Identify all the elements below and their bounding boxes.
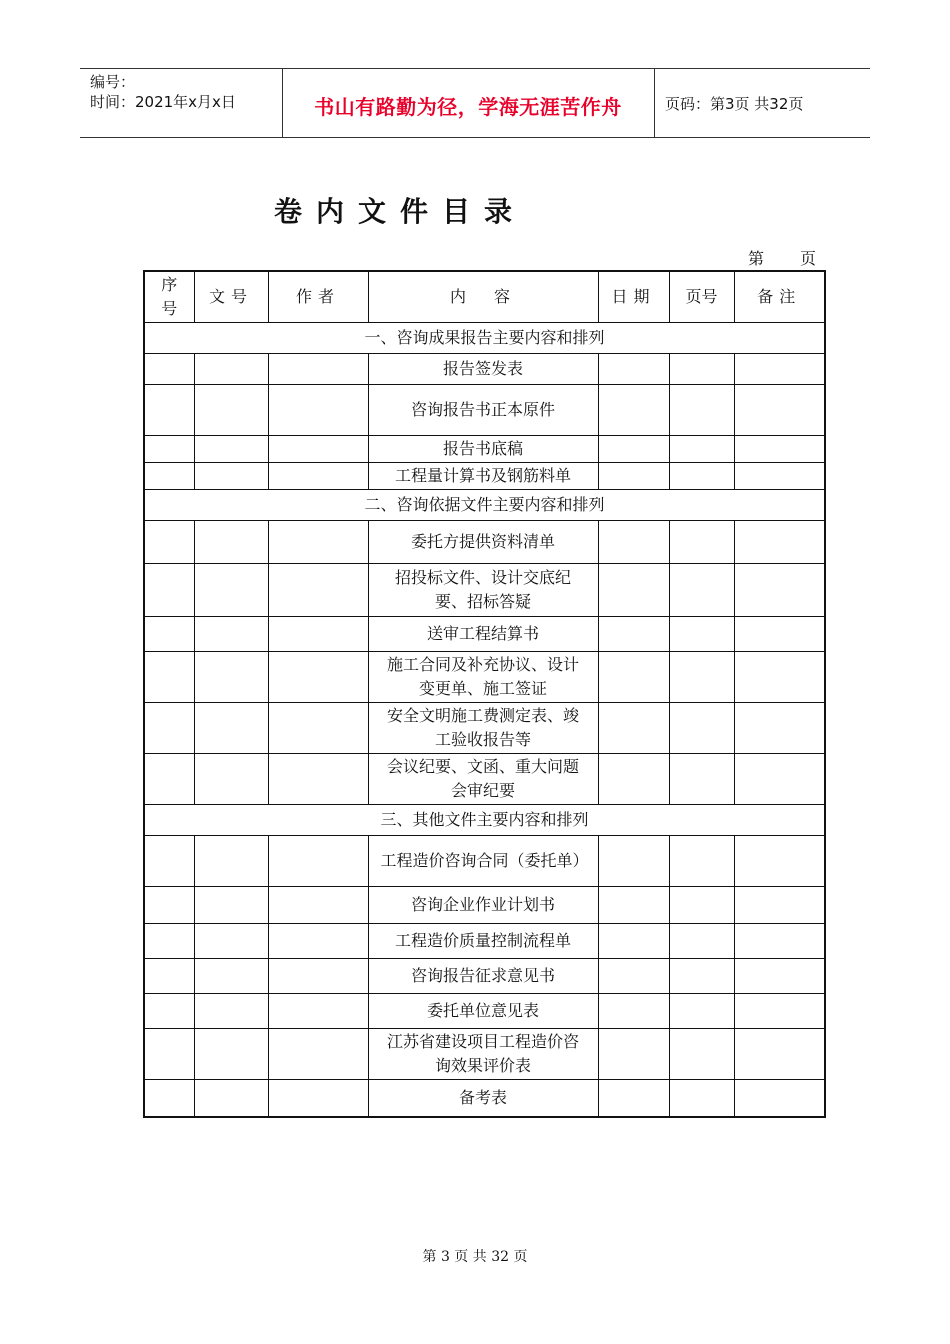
cell-date (598, 652, 669, 703)
cell-author (268, 703, 368, 754)
table-row (144, 521, 825, 564)
cell-seq (144, 703, 194, 754)
table-row (144, 836, 825, 887)
cell-seq (144, 1080, 194, 1118)
cell-page-no (669, 436, 734, 463)
cell-seq (144, 1029, 194, 1080)
table-header-row (144, 271, 825, 323)
cell-page-no (669, 385, 734, 436)
cell-content: 工程造价质量控制流程单 (368, 924, 598, 959)
cell-remark (734, 887, 825, 924)
header-meta-cell (80, 69, 283, 137)
cell-date (598, 617, 669, 652)
section-row (144, 490, 825, 521)
table-row (144, 436, 825, 463)
cell-author (268, 463, 368, 490)
page-label-left: 第 (747, 249, 764, 268)
cell-author (268, 521, 368, 564)
cell-date (598, 436, 669, 463)
cell-seq (144, 463, 194, 490)
table-row (144, 463, 825, 490)
cell-author (268, 436, 368, 463)
cell-doc-no (194, 994, 268, 1029)
catalog-table (143, 270, 826, 1118)
cell-remark (734, 617, 825, 652)
table-row (144, 959, 825, 994)
cell-doc-no (194, 385, 268, 436)
motto: 书山有路勤为径，学海无涯苦作舟 (314, 95, 622, 119)
cell-doc-no (194, 564, 268, 617)
section-title: 二、咨询依据文件主要内容和排列 (144, 490, 825, 521)
col-header-date: 日期 (598, 271, 669, 323)
cell-content: 报告书底稿 (368, 436, 598, 463)
col-header-author: 作者 (268, 271, 368, 323)
cell-date (598, 564, 669, 617)
cell-author (268, 354, 368, 385)
cell-remark (734, 1080, 825, 1118)
cell-page-no (669, 564, 734, 617)
cell-doc-no (194, 617, 268, 652)
cell-page-no (669, 754, 734, 805)
table-row (144, 994, 825, 1029)
cell-doc-no (194, 836, 268, 887)
cell-content: 会议纪要、文函、重大问题会审纪要 (368, 754, 598, 805)
cell-seq (144, 354, 194, 385)
cell-remark (734, 652, 825, 703)
cell-remark (734, 564, 825, 617)
col-header-content: 内 容 (368, 271, 598, 323)
cell-seq (144, 959, 194, 994)
cell-doc-no (194, 1080, 268, 1118)
cell-page-no (669, 521, 734, 564)
page-footer: 第 3 页 共 32 页 (422, 1249, 528, 1265)
cell-date (598, 463, 669, 490)
cell-page-no (669, 924, 734, 959)
cell-content: 咨询报告征求意见书 (368, 959, 598, 994)
col-header-remark: 备注 (734, 271, 825, 323)
cell-author (268, 385, 368, 436)
cell-remark (734, 924, 825, 959)
cell-seq (144, 924, 194, 959)
cell-doc-no (194, 754, 268, 805)
table-row (144, 1080, 825, 1118)
cell-date (598, 836, 669, 887)
cell-content: 委托单位意见表 (368, 994, 598, 1029)
cell-content: 江苏省建设项目工程造价咨询效果评价表 (368, 1029, 598, 1080)
page-label (748, 246, 816, 269)
cell-page-no (669, 887, 734, 924)
page-info: 页码：第3页 共32页 (665, 95, 804, 113)
cell-doc-no (194, 354, 268, 385)
cell-page-no (669, 836, 734, 887)
cell-content: 咨询企业作业计划书 (368, 887, 598, 924)
table-row (144, 703, 825, 754)
cell-page-no (669, 652, 734, 703)
cell-page-no (669, 703, 734, 754)
cell-page-no (669, 463, 734, 490)
cell-remark (734, 703, 825, 754)
cell-doc-no (194, 1029, 268, 1080)
section-row (144, 805, 825, 836)
cell-remark (734, 436, 825, 463)
cell-doc-no (194, 924, 268, 959)
cell-page-no (669, 1029, 734, 1080)
cell-seq (144, 436, 194, 463)
cell-content: 工程量计算书及钢筋料单 (368, 463, 598, 490)
cell-date (598, 887, 669, 924)
section-title: 三、其他文件主要内容和排列 (144, 805, 825, 836)
cell-remark (734, 994, 825, 1029)
cell-page-no (669, 617, 734, 652)
cell-seq (144, 564, 194, 617)
cell-page-no (669, 1080, 734, 1118)
cell-remark (734, 463, 825, 490)
table-row (144, 354, 825, 385)
cell-author (268, 564, 368, 617)
table-row (144, 564, 825, 617)
cell-content: 工程造价咨询合同（委托单） (368, 836, 598, 887)
cell-doc-no (194, 959, 268, 994)
cell-seq (144, 652, 194, 703)
cell-content: 委托方提供资料清单 (368, 521, 598, 564)
cell-content: 招投标文件、设计交底纪要、招标答疑 (368, 564, 598, 617)
code-label: 编号： (90, 73, 136, 91)
cell-remark (734, 1029, 825, 1080)
cell-date (598, 1029, 669, 1080)
cell-seq (144, 836, 194, 887)
cell-author (268, 836, 368, 887)
cell-remark (734, 754, 825, 805)
cell-seq (144, 617, 194, 652)
cell-date (598, 385, 669, 436)
cell-author (268, 959, 368, 994)
cell-date (598, 1080, 669, 1118)
cell-seq (144, 521, 194, 564)
cell-date (598, 521, 669, 564)
cell-doc-no (194, 652, 268, 703)
header-page-cell (655, 69, 870, 137)
cell-date (598, 354, 669, 385)
section-row (144, 323, 825, 354)
col-header-seq: 序号 (144, 271, 194, 323)
cell-seq (144, 994, 194, 1029)
cell-author (268, 1029, 368, 1080)
cell-content: 安全文明施工费测定表、竣工验收报告等 (368, 703, 598, 754)
cell-date (598, 959, 669, 994)
cell-author (268, 652, 368, 703)
cell-date (598, 924, 669, 959)
cell-content: 送审工程结算书 (368, 617, 598, 652)
col-header-page-no: 页号 (669, 271, 734, 323)
page-header (80, 68, 870, 138)
cell-remark (734, 354, 825, 385)
col-header-doc-no: 文号 (194, 271, 268, 323)
cell-date (598, 703, 669, 754)
cell-author (268, 924, 368, 959)
cell-doc-no (194, 887, 268, 924)
table-row (144, 924, 825, 959)
catalog-body (144, 323, 825, 1118)
table-row (144, 385, 825, 436)
cell-author (268, 887, 368, 924)
cell-remark (734, 521, 825, 564)
cell-content: 报告签发表 (368, 354, 598, 385)
cell-page-no (669, 354, 734, 385)
cell-page-no (669, 959, 734, 994)
cell-date (598, 754, 669, 805)
cell-content: 咨询报告书正本原件 (368, 385, 598, 436)
cell-doc-no (194, 703, 268, 754)
cell-content: 备考表 (368, 1080, 598, 1118)
table-row (144, 887, 825, 924)
table-row (144, 617, 825, 652)
cell-seq (144, 754, 194, 805)
cell-remark (734, 836, 825, 887)
time-label: 时间：2021年x月x日 (90, 93, 236, 111)
cell-remark (734, 959, 825, 994)
cell-seq (144, 887, 194, 924)
table-row (144, 652, 825, 703)
cell-author (268, 617, 368, 652)
cell-remark (734, 385, 825, 436)
page-label-right: 页 (799, 249, 816, 268)
table-row (144, 754, 825, 805)
cell-doc-no (194, 521, 268, 564)
cell-author (268, 1080, 368, 1118)
cell-doc-no (194, 463, 268, 490)
cell-seq (144, 385, 194, 436)
cell-author (268, 754, 368, 805)
cell-content: 施工合同及补充协议、设计变更单、施工签证 (368, 652, 598, 703)
document-title: 卷内文件目录 (273, 195, 526, 228)
header-motto-cell (282, 69, 655, 137)
section-title: 一、咨询成果报告主要内容和排列 (144, 323, 825, 354)
cell-date (598, 994, 669, 1029)
cell-author (268, 994, 368, 1029)
cell-page-no (669, 994, 734, 1029)
cell-doc-no (194, 436, 268, 463)
table-row (144, 1029, 825, 1080)
